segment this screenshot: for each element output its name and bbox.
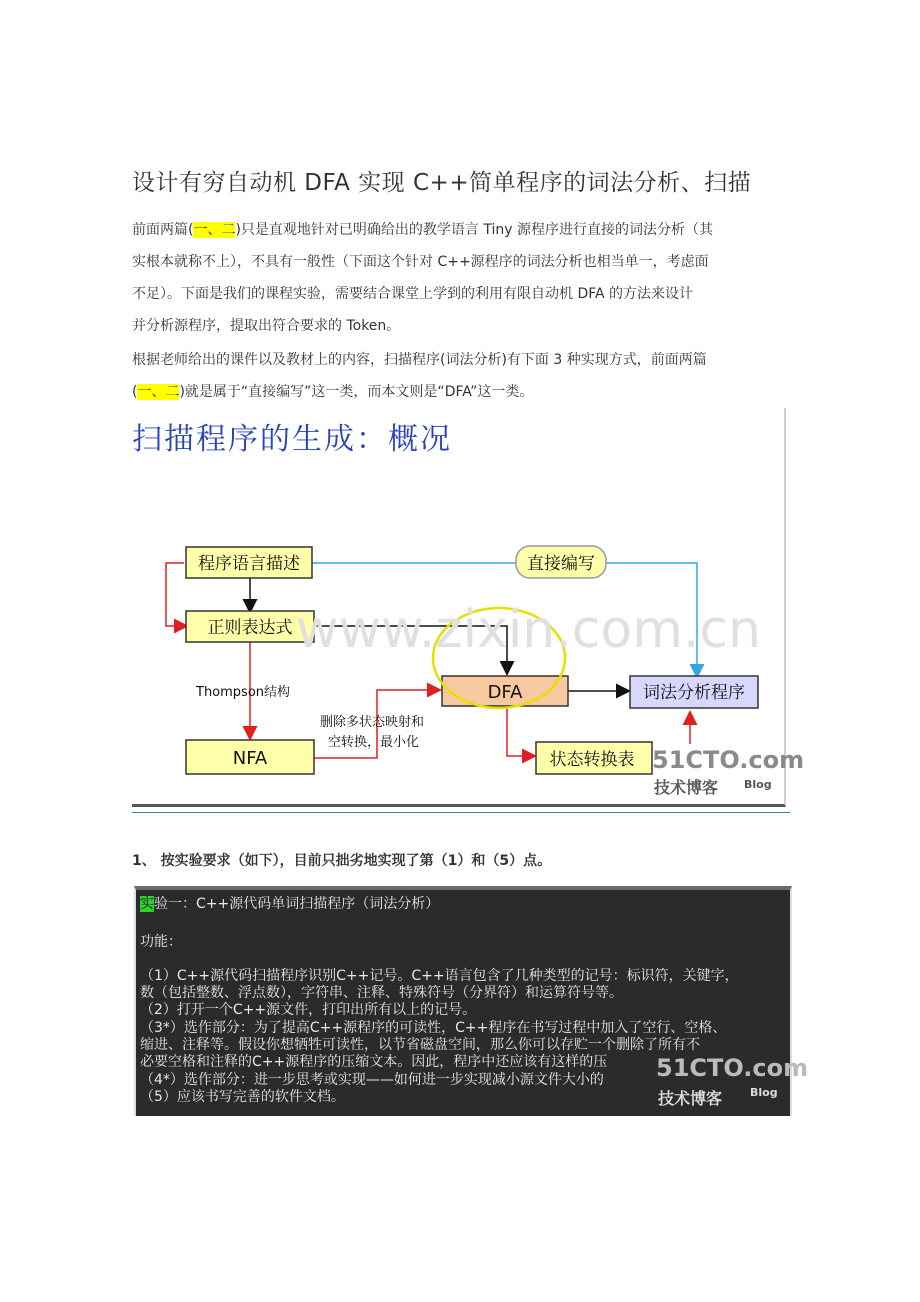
- lang-to-regex-arrow: [166, 563, 186, 626]
- console-line: 数（包括整数、浮点数），字符串、注释、特殊符号（分界符）和运算符号等。: [140, 985, 623, 1001]
- paragraph-line: 不足）。下面是我们的课程实验，需要结合课堂上学到的利用有限自动机 DFA 的方法来设计: [132, 286, 694, 302]
- highlighted-link[interactable]: 一、二: [193, 222, 236, 238]
- node-lexer-program: [630, 676, 758, 708]
- console-cursor: 实: [140, 896, 154, 912]
- paragraph-line: 并分析源程序，提取出符合要求的 Token。: [132, 318, 401, 334]
- figure-title: 扫描程序的生成：概况: [132, 422, 452, 457]
- console-logo-blog: Blog: [750, 1086, 778, 1099]
- section-divider: [132, 812, 790, 813]
- console-line: 实验一：C++源代码单词扫描程序（词法分析）: [140, 896, 440, 912]
- console-line: （4*）选作部分：进一步思考或实现——如何进一步实现减小源文件大小的: [140, 1072, 604, 1088]
- label-minimize-2: 空转换，最小化: [328, 735, 420, 750]
- console-line: （5）应该书写完善的软件文档。: [140, 1089, 345, 1105]
- 51cto-logo: [652, 746, 804, 797]
- label-thompson: Thompson结构: [196, 685, 291, 700]
- svg-text:NFA: NFA: [232, 748, 268, 769]
- svg-text:状态转换表: 状态转换表: [549, 750, 635, 770]
- svg-text:技术博客: 技术博客: [654, 778, 719, 797]
- watermark: www.zixin.com.cn: [296, 600, 761, 660]
- node-regex: [186, 611, 314, 642]
- paragraph-line: (一、二)就是属于“直接编写”这一类，而本文则是“DFA”这一类。: [132, 384, 534, 400]
- node-nfa: [186, 740, 314, 774]
- console-logo-brand: 51CTO.com: [656, 1054, 809, 1082]
- console-line: 功能：: [140, 934, 182, 950]
- paragraph-intro: [132, 214, 798, 342]
- console-line: （1）C++源代码扫描程序识别C++记号。C++语言包含了几种类型的记号：标识符，关键字，: [140, 968, 739, 984]
- highlighted-link[interactable]: 一、二: [137, 384, 180, 400]
- svg-text:词法分析程序: 词法分析程序: [643, 683, 745, 703]
- node-direct-write: [516, 546, 606, 578]
- paragraph-methods: [132, 344, 798, 408]
- svg-text:DFA: DFA: [487, 682, 523, 703]
- console-line: （3*）选作部分：为了提高C++源程序的可读性，C++程序在书写过程中加入了空行、空格、: [140, 1020, 727, 1036]
- node-state-table: [536, 742, 652, 774]
- dfa-to-table-arrow: [507, 706, 534, 756]
- label-minimize-1: 删除多状态映射和: [320, 715, 425, 730]
- svg-text:程序语言描述: 程序语言描述: [198, 554, 300, 574]
- paragraph-line: 前面两篇(一、二)只是直观地针对已明确给出的教学语言 Tiny 源程序进行直接的词法分析（其: [132, 222, 713, 238]
- list-item-1: 1、 按实验要求（如下），目前只拙劣地实现了第（1）和（5）点。: [132, 853, 552, 869]
- svg-text:正则表达式: 正则表达式: [207, 618, 293, 638]
- node-language-description: [186, 547, 312, 578]
- console-line: 缩进、注释等。假设你想牺牲可读性，以节省磁盘空间，那么你可以存贮一个删除了所有不: [140, 1037, 700, 1053]
- svg-text:直接编写: 直接编写: [527, 554, 595, 574]
- paragraph-line: 根据老师给出的课件以及教材上的内容，扫描程序(词法分析)有下面 3 种实现方式，前面两篇: [132, 352, 707, 368]
- console-line: （2）打开一个C++源文件，打印出所有以上的记号。: [140, 1002, 477, 1018]
- document-title: 设计有穷自动机 DFA 实现 C++简单程序的词法分析、扫描: [132, 170, 752, 196]
- paragraph-line: 实根本就称不上），不具有一般性（下面这个针对 C++源程序的词法分析也相当单一，考虑面: [132, 254, 709, 270]
- console-line: 必要空格和注释的C++源程序的压缩文本。因此，程序中还应该有这样的压: [140, 1054, 608, 1070]
- svg-text:Blog: Blog: [744, 778, 772, 791]
- svg-text:51CTO.com: 51CTO.com: [652, 746, 805, 774]
- console-logo-sub: 技术博客: [658, 1089, 723, 1108]
- experiment-console-screenshot: [134, 886, 809, 1116]
